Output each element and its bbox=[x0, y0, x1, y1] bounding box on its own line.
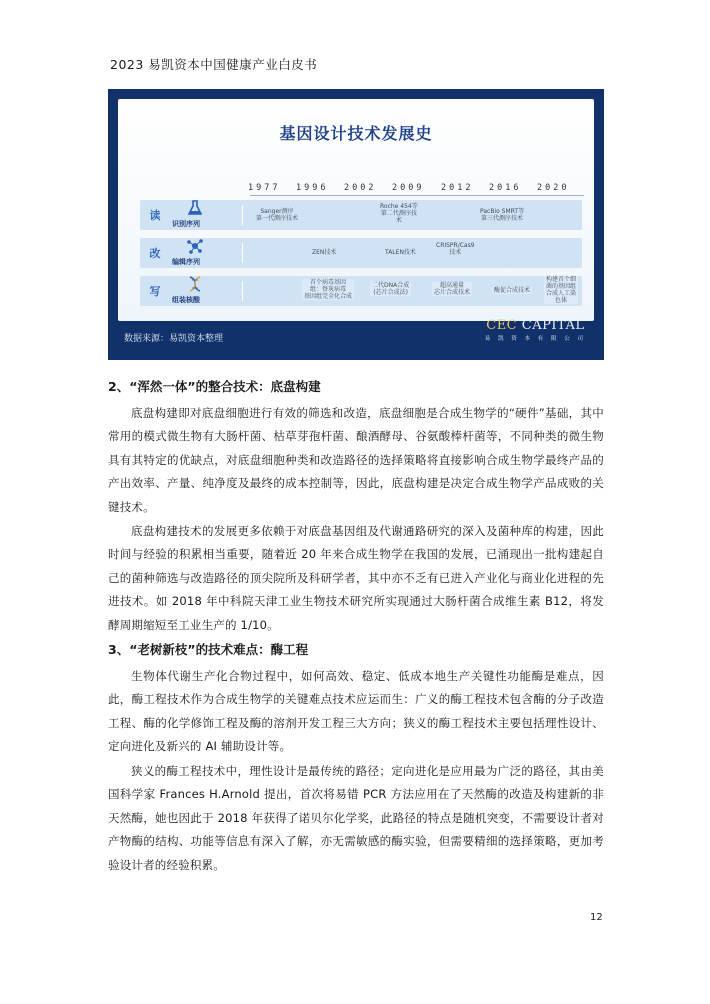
figure-panel bbox=[118, 99, 594, 321]
tech-item: CRISPR/Cas9 技术 bbox=[436, 242, 475, 256]
year-label: 1977 bbox=[248, 183, 281, 193]
cec-capital-logo: CEC CAPITAL 易 凯 资 本 有 限 公 司 bbox=[484, 318, 586, 342]
section-title-chassis: 2、“浑然一体”的整合技术：底盘构建 bbox=[108, 379, 321, 394]
page-number: 12 bbox=[590, 912, 603, 923]
year-label: 1996 bbox=[296, 183, 329, 193]
paragraph: 底盘构建技术的发展更多依赖于对底盘基因组及代谢通路研究的深入及菌种库的构建，因此时间与经验的积累相当重要，随着近 20 年来合成生物学在我国的发展，已涌现出一批构建起自己的菌种筛选与改造路径的顶尖院所及科研学者，其中亦不乏有已进入产业化与商业化进程的先进技术。如 2018 年中科院天津工业生物技术研究所实现通过大肠杆菌合成维生素 B12，将发酵周期缩短至工业生产的 1/10。 bbox=[108, 524, 604, 632]
year-label: 2012 bbox=[441, 183, 474, 193]
year-label: 2009 bbox=[392, 183, 425, 193]
row-write bbox=[140, 276, 582, 306]
row-label: 编辑序列 bbox=[172, 258, 200, 266]
gene-design-history-figure bbox=[108, 89, 604, 360]
year-label: 2016 bbox=[489, 183, 522, 193]
year-label: 2020 bbox=[537, 183, 570, 193]
paragraph: 底盘构建即对底盘细胞进行有效的筛选和改造，底盘细胞是合成生物学的“硬件”基础，其中常用的模式微生物有大肠杆菌、枯草芽孢杆菌、酿酒酵母、谷氨酸棒杆菌等，不同种类的微生物具有其特定的优缺点，对底盘细胞种类和改造路径的选择策略将直接影响合成生物学最终产品的产出效率、产量、纯净度及最终的成本控制等，因此，底盘构建是决定合成生物学产品成败的关键技术。 bbox=[108, 406, 604, 514]
page-header: 2023 易凯资本中国健康产业白皮书 bbox=[110, 57, 318, 72]
figure-title: 基因设计技术发展史 bbox=[279, 124, 433, 143]
timeline-axis bbox=[250, 195, 584, 196]
tech-item: 二代DNA合成 (芯片合成法) bbox=[372, 282, 410, 296]
section-title-enzyme: 3、“老树新枝”的技术难点：酶工程 bbox=[108, 642, 309, 657]
tech-item: PacBio SMRT等 第三代测序技术 bbox=[480, 208, 525, 222]
row-label: 识别序列 bbox=[172, 220, 200, 228]
row-separator bbox=[242, 205, 243, 225]
row-label: 组装核酸 bbox=[172, 296, 200, 304]
figure-source: 数据来源：易凯资本整理 bbox=[124, 334, 224, 344]
tech-item: 首个病毒基因 组：脊灰病毒 基因组完全化合成 bbox=[304, 279, 353, 300]
tech-item: ZEN技术 bbox=[312, 249, 337, 256]
dna-icon bbox=[186, 275, 204, 293]
paragraph: 狭义的酶工程技术中，理性设计是最传统的路径；定向进化是应用最为广泛的路径，其由美国科学家 Frances H.Arnold 提出，首次将易错 PCR 方法应用在了天然酶的改造及构建新的非天然酶，她也因此于 2018 年获得了诺贝尔化学奖，此路径的特点是随机突变，不需要设计者对产物酶的结构、功能等信息有深入了解，亦无需敏感的酶实验，但需要精细的选择策略，更加考验设计者的经验积累。 bbox=[108, 764, 604, 872]
row-edit bbox=[140, 238, 582, 268]
tech-item: TALEN技术 bbox=[385, 249, 416, 256]
row-separator bbox=[242, 243, 243, 263]
year-label: 2002 bbox=[344, 183, 377, 193]
row-background bbox=[140, 238, 582, 268]
row-read bbox=[140, 200, 582, 230]
molecule-icon bbox=[186, 237, 204, 255]
tech-item: 超高通量 芯片合成技术 bbox=[434, 282, 471, 296]
paragraph: 生物体代谢生产化合物过程中，如何高效、稳定、低成本地生产关键性功能酶是难点，因此，酶工程技术作为合成生物学的关键难点技术应运而生：广义的酶工程技术包含酶的分子改造工程、酶的化学修饰工程及酶的溶剂开发工程三大方向；狭义的酶工程技术主要包括理性设计、定向进化及新兴的 AI 辅助设计等。 bbox=[108, 669, 604, 754]
tech-item: Sanger测序 第一代测序技术 bbox=[256, 208, 299, 222]
row-letter: 改 bbox=[149, 247, 161, 260]
row-letter: 读 bbox=[149, 209, 161, 222]
tech-item: Roche 454等 第二代测序技 术 bbox=[380, 203, 418, 224]
tech-item: 构建首个细 菌的基因组 合成人工染 色体 bbox=[546, 276, 577, 304]
row-letter: 写 bbox=[149, 285, 161, 298]
row-separator bbox=[242, 281, 243, 301]
flask-icon bbox=[186, 199, 204, 217]
tech-item: 酶促合成技术 bbox=[494, 287, 531, 294]
